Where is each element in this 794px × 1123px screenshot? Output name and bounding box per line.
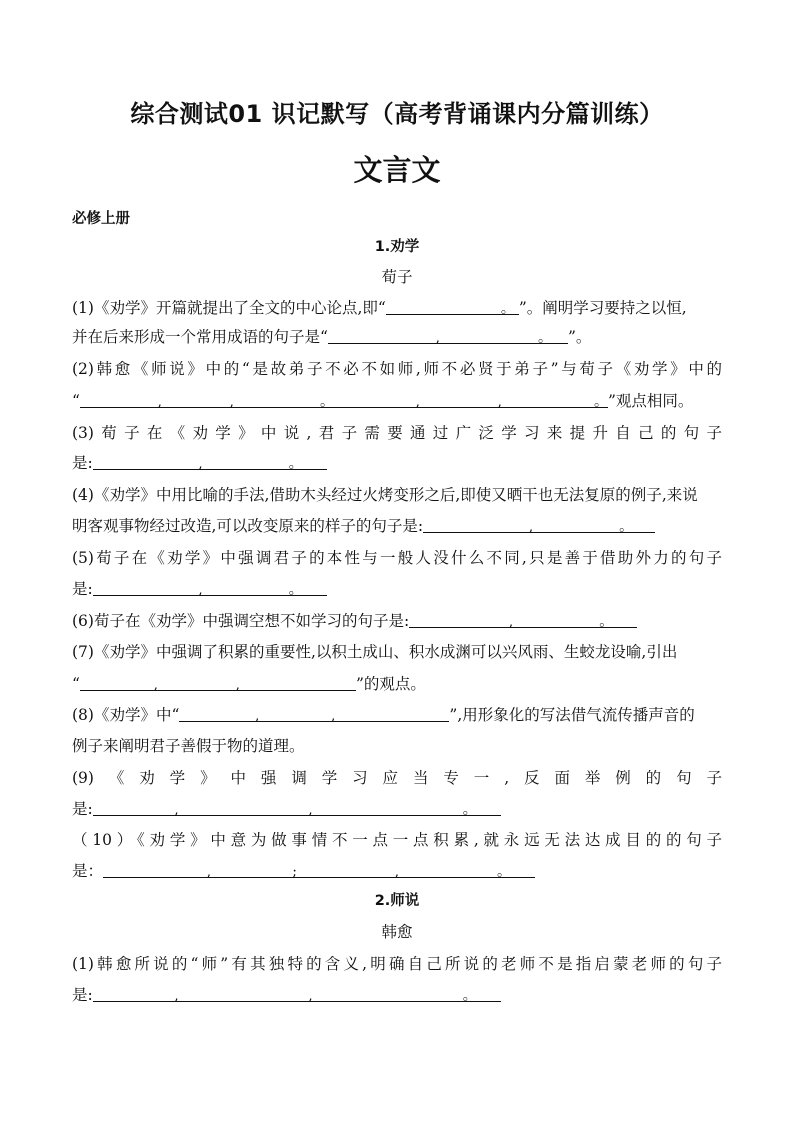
answer-blank[interactable]: 。 xyxy=(386,300,511,315)
question-5-cont: 是: , 。 xyxy=(72,578,722,600)
section-label: 必修上册 xyxy=(72,211,130,227)
answer-blank[interactable]: , xyxy=(103,863,211,878)
answer-blank[interactable]: 。 xyxy=(513,613,613,628)
answer-blank[interactable]: , xyxy=(420,393,502,408)
answer-blank[interactable]: , xyxy=(93,987,179,1002)
answer-blank[interactable]: 。 xyxy=(203,581,303,596)
lesson-author-1: 荀子 xyxy=(381,268,413,286)
answer-blank[interactable]: 。 xyxy=(502,393,608,408)
answer-blank[interactable]: , xyxy=(334,393,420,408)
answer-blank[interactable]: , xyxy=(80,676,158,691)
lesson-title-2: 2.师说 xyxy=(374,893,420,909)
answer-blank[interactable]: 。 xyxy=(440,329,552,344)
question-1-cont: 并在后来形成一个常用成语的句子是“ , 。 ”。 xyxy=(72,328,592,346)
answer-blank[interactable]: , xyxy=(93,801,179,816)
answer-blank[interactable]: , xyxy=(93,455,203,470)
answer-blank[interactable] xyxy=(240,676,356,691)
answer-blank[interactable]: , xyxy=(259,707,335,722)
question-4-cont: 明客观事物经过改造,可以改变原来的样子的句子是: , 。 xyxy=(72,515,722,537)
lesson-author-2: 韩愈 xyxy=(381,923,413,941)
question-10: （10）《劝学》中意为做事情不一点一点积累,就永远无法达成目的的句子 xyxy=(72,831,722,849)
answer-blank[interactable]: 。 xyxy=(203,455,303,470)
answer-blank[interactable]: 。 xyxy=(533,518,633,533)
question-1: (1)《劝学》开篇就提出了全文的中心论点,即“ 。 ”。阐明学习要持之以恒, xyxy=(72,299,687,317)
answer-blank[interactable]: , xyxy=(423,518,533,533)
answer-blank[interactable] xyxy=(335,707,449,722)
answer-blank[interactable]: , xyxy=(80,393,162,408)
question-8-cont: 例子来阐明君子善假于物的道理。 xyxy=(72,737,305,755)
lesson2-question-1-cont: 是: , , 。 xyxy=(72,984,722,1006)
question-7-cont: “ , , ”的观点。 xyxy=(72,675,426,693)
question-9: (9)《劝学》中强调学习应当专一,反面举例的句子 xyxy=(72,769,722,787)
question-3-cont: 是: , 。 xyxy=(72,452,722,474)
page-subtitle: 文言文 xyxy=(353,153,441,187)
answer-blank[interactable]: , xyxy=(93,581,203,596)
question-4: (4)《劝学》中用比喻的手法,借助木头经过火烤变形之后,即使又晒干也无法复原的例子,来说 xyxy=(72,486,698,504)
page-title: 综合测试01 识记默写（高考背诵课内分篇训练） xyxy=(130,100,664,128)
answer-blank[interactable]: 。 xyxy=(313,987,477,1002)
answer-blank[interactable]: , xyxy=(179,987,313,1002)
answer-blank[interactable]: , xyxy=(179,707,259,722)
question-8: (8)《劝学》中“ , , ”,用形象化的写法借气流传播声音的 xyxy=(72,706,695,724)
answer-blank[interactable]: , xyxy=(409,613,513,628)
question-2-cont: “ , , 。 , , 。 ”观点相同。 xyxy=(72,392,694,410)
answer-blank[interactable]: 。 xyxy=(313,801,477,816)
question-7: (7)《劝学》中强调了积累的重要性,以积土成山、积水成渊可以兴风雨、生蛟龙设喻,引出 xyxy=(72,643,678,661)
answer-blank[interactable]: , xyxy=(158,676,240,691)
question-6: (6)荀子在《劝学》中强调空想不如学习的句子是: , 。 xyxy=(72,610,722,632)
answer-blank[interactable]: 。 xyxy=(234,393,334,408)
lesson-title-1: 1.劝学 xyxy=(374,239,420,255)
answer-blank[interactable]: , xyxy=(297,863,399,878)
answer-blank[interactable]: , xyxy=(328,329,440,344)
lesson2-question-1: (1)韩愈所说的“师”有其独特的含义,明确自己所说的老师不是指启蒙老师的句子 xyxy=(72,955,722,973)
answer-blank[interactable]: 。 xyxy=(399,863,511,878)
answer-blank[interactable]: ; xyxy=(211,863,297,878)
answer-blank[interactable]: , xyxy=(162,393,234,408)
question-3: (3)荀子在《劝学》中说,君子需要通过广泛学习来提升自己的句子 xyxy=(72,424,722,442)
question-5: (5)荀子在《劝学》中强调君子的本性与一般人没什么不同,只是善于借助外力的句子 xyxy=(72,549,722,567)
answer-blank[interactable]: , xyxy=(179,801,313,816)
question-10-cont: 是： , ; , 。 xyxy=(72,860,722,882)
question-9-cont: 是: , , 。 xyxy=(72,798,722,820)
question-2: (2)韩愈《师说》中的“是故弟子不必不如师,师不必贤于弟子”与荀子《劝学》中的 xyxy=(72,360,722,378)
